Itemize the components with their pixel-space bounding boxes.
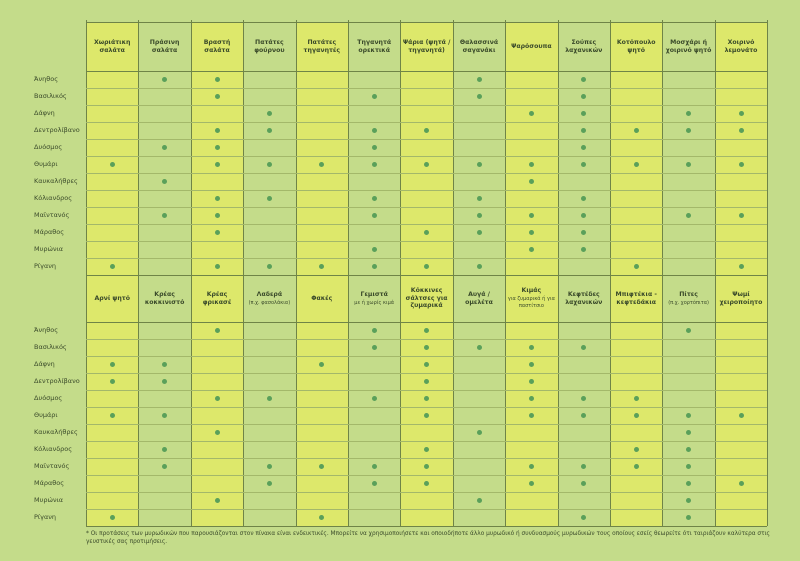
pairing-dot [372, 213, 377, 218]
pairing-dot [739, 213, 744, 218]
pairing-dot [215, 77, 220, 82]
pairing-dot [739, 413, 744, 418]
pairing-dot [215, 213, 220, 218]
header-bottom-line [86, 71, 767, 72]
pairing-dot [739, 128, 744, 133]
row-divider [86, 207, 767, 208]
pairing-dot [215, 264, 220, 269]
pairing-dot [267, 111, 272, 116]
column-header-label [511, 43, 552, 51]
pairing-dot [529, 413, 534, 418]
column-header-label [193, 39, 241, 55]
pairing-dot [215, 145, 220, 150]
column-band [296, 22, 348, 526]
row-label-3: Δάφνη [34, 109, 55, 117]
column-header-text: Αυγά / ομελέτα [465, 290, 493, 306]
pairing-dot [110, 264, 115, 269]
column-header [400, 275, 452, 322]
row-label-9: Μαϊντανός [34, 462, 70, 470]
row-label-10: Μάραθος [34, 228, 65, 236]
column-divider [400, 20, 401, 526]
pairing-dot [529, 464, 534, 469]
column-header-subtext: (π.χ. φασολάκια) [248, 299, 291, 306]
pairing-dot [529, 179, 534, 184]
column-header-text: Πίτες [679, 290, 698, 298]
pairing-dot [215, 396, 220, 401]
column-header [558, 275, 610, 322]
column-header-text: Μοσχάρι ή χοιρινό ψητό [665, 38, 712, 54]
pairing-dot [477, 264, 482, 269]
pairing-dot [372, 94, 377, 99]
pairing-dot [110, 379, 115, 384]
pairing-dot [529, 362, 534, 367]
column-header [715, 22, 767, 71]
column-header-label [245, 39, 293, 55]
pairing-dot [529, 111, 534, 116]
column-header [505, 275, 557, 322]
column-header-label [717, 291, 765, 307]
pairing-dot [215, 128, 220, 133]
pairing-dot [739, 481, 744, 486]
pairing-dot [215, 94, 220, 99]
row-divider [86, 424, 767, 425]
column-header-label [455, 291, 503, 307]
column-divider [610, 20, 611, 526]
pairing-dot [739, 162, 744, 167]
column-band [505, 22, 557, 526]
pairing-dot [267, 196, 272, 201]
row-divider [86, 441, 767, 442]
column-divider [715, 20, 716, 526]
pairing-dot [372, 328, 377, 333]
row-label-5: Δυόσμος [34, 143, 63, 151]
column-divider [191, 20, 192, 526]
row-label-10: Μάραθος [34, 479, 65, 487]
pairing-dot [215, 230, 220, 235]
pairing-dot [529, 247, 534, 252]
column-header-text: Κοτόπουλο ψητό [616, 38, 656, 54]
column-divider [662, 20, 663, 526]
pairing-dot [372, 196, 377, 201]
column-header-text: Αρνί ψητό [94, 294, 130, 302]
table-bottom-line [86, 526, 767, 527]
pairing-dot [477, 498, 482, 503]
pairing-dot [477, 196, 482, 201]
column-header-label [668, 291, 709, 307]
pairing-dot [477, 230, 482, 235]
column-header-label [560, 291, 608, 307]
pairing-dot [634, 162, 639, 167]
row-divider [86, 88, 767, 89]
row-label-1: Άνηθος [34, 326, 59, 334]
column-header-text: Κρέας φρικασέ [202, 290, 232, 306]
pairing-dot [267, 264, 272, 269]
column-header [610, 22, 662, 71]
column-header-text: Μπιφτέκια - κεφτεδάκια [615, 290, 657, 306]
column-header-label [717, 39, 765, 55]
column-header [138, 22, 190, 71]
row-label-7: Καυκαλήθρες [34, 428, 78, 436]
column-header-label [402, 287, 450, 310]
column-header-label [350, 39, 398, 55]
pairing-dot [634, 396, 639, 401]
column-header [296, 275, 348, 322]
column-divider [558, 20, 559, 526]
pairing-dot [267, 481, 272, 486]
column-header-text: Κόκκινες σάλτσες για ζυμαρικά [405, 286, 448, 310]
row-label-2: Βασιλικός [34, 92, 67, 100]
row-label-5: Δυόσμος [34, 394, 63, 402]
column-band [243, 22, 295, 526]
pairing-dot [529, 230, 534, 235]
column-band [86, 22, 138, 526]
column-header-text: Πατάτες φούρνου [254, 38, 285, 54]
row-label-7: Καυκαλήθρες [34, 177, 78, 185]
pairing-dot [739, 264, 744, 269]
column-header-text: Λαδερά [256, 290, 283, 298]
pairing-dot [372, 247, 377, 252]
pairing-dot [372, 481, 377, 486]
pairing-dot [110, 413, 115, 418]
column-header-label [664, 39, 712, 55]
column-divider [348, 20, 349, 526]
pairing-dot [267, 396, 272, 401]
column-header-text: Πράσινη σαλάτα [149, 38, 180, 54]
footnote: * Οι προτάσεις των μυρωδικών που παρουσιάζονται στον πίνακα είναι ενδεικτικές. Μπορείτε να χρησιμοποιήσετε και οποιοδήποτε άλλο μυρωδικό ή συνδυασμούς μυρωδικών τους οποίους εσείς θεωρείτε ότι ταιριάζουν καλύτερα στις γευστικές σας προτιμήσεις. [86, 531, 770, 546]
row-divider [86, 509, 767, 510]
pairing-dot [634, 128, 639, 133]
column-divider [453, 20, 454, 526]
pairing-dot [215, 498, 220, 503]
column-header-text: Σούπες λαχανικών [565, 38, 603, 54]
pairing-dot [267, 464, 272, 469]
column-header-label [402, 39, 450, 55]
pairing-dot [267, 128, 272, 133]
column-divider [767, 20, 768, 526]
column-header-label [311, 295, 332, 303]
row-label-8: Κόλιανδρος [34, 194, 73, 202]
row-label-11: Μυρώνια [34, 496, 64, 504]
column-header [191, 22, 243, 71]
column-band [715, 22, 767, 526]
column-divider [296, 20, 297, 526]
column-header-text: Χοιρινό λεμονάτο [724, 38, 758, 54]
column-header-label [507, 287, 555, 310]
column-header-label [88, 39, 136, 55]
column-header-label [354, 291, 394, 307]
pairing-dot [529, 213, 534, 218]
pairing-dot [372, 264, 377, 269]
row-divider [86, 139, 767, 140]
column-header [243, 275, 295, 322]
row-divider [86, 224, 767, 225]
column-header [662, 275, 714, 322]
pairing-dot [529, 345, 534, 350]
column-header [453, 275, 505, 322]
column-header [296, 22, 348, 71]
column-header-label [94, 295, 130, 303]
column-header [191, 275, 243, 322]
pairing-dot [215, 430, 220, 435]
column-header [400, 22, 452, 71]
pairing-dot [529, 379, 534, 384]
column-header-label [249, 291, 291, 307]
column-header-label [298, 39, 346, 55]
column-header [715, 275, 767, 322]
column-header [505, 22, 557, 71]
column-header [662, 22, 714, 71]
pairing-dot [477, 94, 482, 99]
column-header-subtext: για ζυμαρικά ή για παστίτσιο [507, 295, 555, 310]
row-label-1: Άνηθος [34, 75, 59, 83]
column-divider [243, 20, 244, 526]
row-divider [86, 407, 767, 408]
pairing-dot [634, 464, 639, 469]
column-header [138, 275, 190, 322]
row-divider [86, 475, 767, 476]
pairing-dot [110, 162, 115, 167]
column-header-text: Θαλασσινά σαγανάκι [459, 38, 499, 54]
column-header-text: Πατάτες τηγανητές [303, 38, 341, 54]
pairing-dot [529, 396, 534, 401]
header-bottom-line [86, 322, 767, 323]
pairing-dot [215, 196, 220, 201]
pairing-dot [477, 430, 482, 435]
row-divider [86, 373, 767, 374]
row-label-11: Μυρώνια [34, 245, 64, 253]
pairing-dot [215, 162, 220, 167]
column-header-text: Ψωμί χειροποίητο [719, 290, 763, 306]
pairing-dot [372, 345, 377, 350]
column-header-text: Ψαρόσουπα [511, 42, 552, 50]
column-header-text: Τηγανητά ορεκτικά [357, 38, 392, 54]
column-header-text: Βραστή σαλάτα [203, 38, 231, 54]
column-header-label [140, 39, 188, 55]
column-divider [138, 20, 139, 526]
column-header [86, 22, 138, 71]
pairing-dot [477, 77, 482, 82]
pairing-dot [529, 162, 534, 167]
pairing-dot [372, 162, 377, 167]
column-header [348, 275, 400, 322]
column-header [610, 275, 662, 322]
pairing-dot [215, 328, 220, 333]
row-divider [86, 356, 767, 357]
column-header-text: Ψάρια (ψητά / τηγανητά) [402, 38, 451, 54]
pairing-dot [739, 111, 744, 116]
column-divider [505, 20, 506, 526]
pairing-dot [634, 413, 639, 418]
pairing-dot [372, 128, 377, 133]
column-header-subtext: (π.χ. χορτόπιτα) [668, 299, 709, 306]
column-header-text: Φακές [311, 294, 333, 302]
row-divider [86, 241, 767, 242]
pairing-dot [372, 464, 377, 469]
row-label-6: Θυμάρι [34, 160, 58, 168]
column-header-label [140, 291, 188, 307]
column-header-text: Κιμάς [521, 286, 542, 294]
row-divider [86, 390, 767, 391]
pairing-dot [372, 145, 377, 150]
row-label-9: Μαϊντανός [34, 211, 70, 219]
row-divider [86, 339, 767, 340]
pairing-dot [634, 447, 639, 452]
column-header-label [612, 291, 660, 307]
row-label-12: Ρίγανη [34, 262, 57, 270]
column-header-text: Κεφτέδες λαχανικών [565, 290, 603, 306]
row-label-4: Δεντρολίβανο [34, 377, 80, 385]
column-header-text: Κρέας κοκκινιστό [144, 290, 185, 306]
pairing-dot [529, 481, 534, 486]
column-header-subtext: με ή χωρίς κιμά [354, 299, 395, 306]
column-header-label [193, 291, 241, 307]
column-header-text: Γεμιστά [360, 290, 388, 298]
column-header [243, 22, 295, 71]
row-divider [86, 258, 767, 259]
row-label-12: Ρίγανη [34, 513, 57, 521]
pairing-dot [477, 213, 482, 218]
pairing-dot [372, 396, 377, 401]
row-divider [86, 105, 767, 106]
column-header [348, 22, 400, 71]
row-label-8: Κόλιανδρος [34, 445, 73, 453]
row-divider [86, 122, 767, 123]
pairing-dot [267, 162, 272, 167]
row-divider [86, 173, 767, 174]
row-label-4: Δεντρολίβανο [34, 126, 80, 134]
column-divider [86, 20, 87, 526]
column-header-text: Χωριάτικη σαλάτα [93, 38, 131, 54]
row-label-2: Βασιλικός [34, 343, 67, 351]
column-header-label [612, 39, 660, 55]
column-header [558, 22, 610, 71]
pairing-dot [634, 264, 639, 269]
row-label-6: Θυμάρι [34, 411, 58, 419]
column-header [86, 275, 138, 322]
pairing-dot [477, 162, 482, 167]
pairing-dot [110, 362, 115, 367]
row-divider [86, 190, 767, 191]
column-header-label [560, 39, 608, 55]
row-divider [86, 156, 767, 157]
pairing-dot [477, 345, 482, 350]
column-header-label [455, 39, 503, 55]
pairing-dot [110, 515, 115, 520]
row-divider [86, 492, 767, 493]
row-label-3: Δάφνη [34, 360, 55, 368]
column-header [453, 22, 505, 71]
row-divider [86, 458, 767, 459]
